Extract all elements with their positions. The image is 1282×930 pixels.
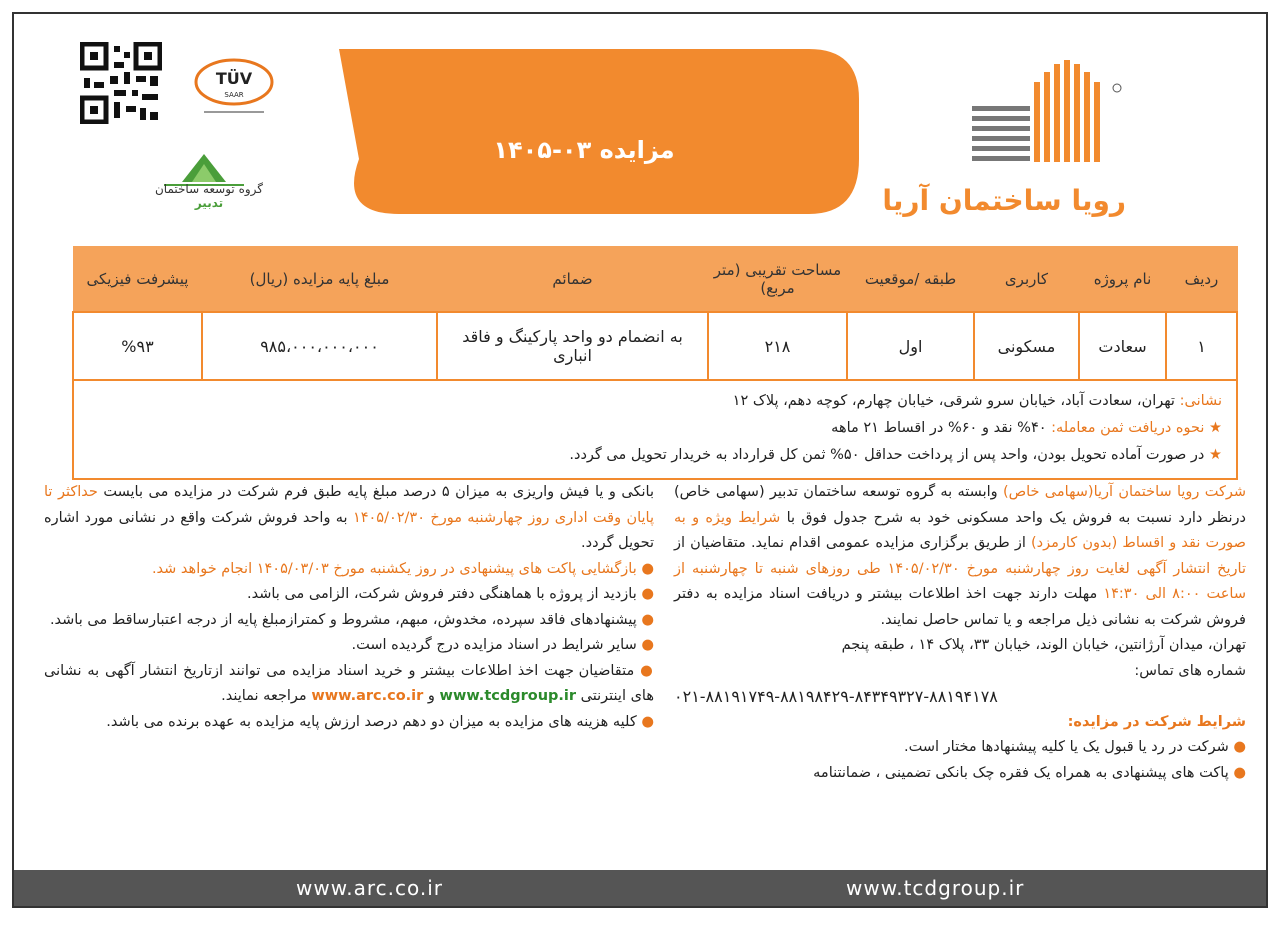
bullet-icon: ● bbox=[636, 637, 654, 653]
intro-paragraph bbox=[674, 480, 1246, 633]
condition-text: شرکت در رد یا قبول یک یا کلیه پیشنهادها مختار است. bbox=[904, 739, 1229, 755]
condition-item bbox=[674, 735, 1246, 761]
delivery-text: در صورت آماده تحویل بودن، واحد پس از پرداخت حداقل ۵۰% ثمن کل قرارداد به خریدار تحویل می گردد. bbox=[569, 447, 1205, 463]
condition-item bbox=[44, 710, 654, 736]
cell-area: ۲۱۸ bbox=[708, 312, 847, 380]
company-name: شرکت رویا ساختمان آریا(سهامی خاص) bbox=[1002, 484, 1247, 500]
cell-progress: %۹۳ bbox=[73, 312, 202, 380]
condition-text: سایر شرایط در اسناد مزایده درج گردیده است. bbox=[351, 637, 637, 653]
col-header-progress: پیشرفت فیزیکی bbox=[73, 247, 202, 313]
col-header-area: مساحت تقریبی (متر مربع) bbox=[708, 247, 847, 313]
star-icon: ★ bbox=[1209, 420, 1222, 436]
table-row bbox=[73, 312, 1237, 380]
footer-link-arc[interactable]: www.arc.co.ir bbox=[296, 876, 444, 900]
office-address: تهران، میدان آرژانتین، خیابان الوند، خیابان ۳۳، پلاک ۱۴ ، طبقه پنجم bbox=[841, 637, 1246, 653]
footer-bar bbox=[14, 870, 1266, 906]
header-band bbox=[339, 49, 859, 214]
bullet-icon: ● bbox=[636, 586, 654, 602]
phones-label: شماره های تماس: bbox=[1134, 662, 1246, 679]
payment-line bbox=[88, 415, 1222, 442]
tuv-sub-text: SAAR bbox=[224, 91, 244, 99]
bullet-icon: ● bbox=[636, 611, 654, 628]
cell-usage: مسکونی bbox=[974, 312, 1079, 380]
condition-text-end: مراجعه نمایند. bbox=[221, 688, 307, 704]
col-header-attachments: ضمائم bbox=[437, 247, 708, 313]
col-header-base-price: مبلغ پایه مزایده (ریال) bbox=[202, 247, 437, 313]
tuv-logo bbox=[190, 50, 278, 120]
tcdgroup-link[interactable]: www.tcdgroup.ir bbox=[439, 688, 577, 704]
condition-item bbox=[44, 608, 654, 634]
condition-text: پاکت های پیشنهادی به همراه یک فقره چک بانکی تضمینی ، ضمانتنامه bbox=[813, 764, 1229, 781]
qr-code-icon bbox=[80, 42, 162, 124]
phone-numbers: ۰۲۱-۸۸۱۹۱۷۴۹-۸۸۱۹۸۴۲۹-۸۴۳۴۹۳۲۷-۸۸۱۹۴۱۷۸ bbox=[674, 687, 998, 706]
address-line bbox=[88, 388, 1222, 415]
table-header-row bbox=[73, 247, 1237, 313]
delivery-line bbox=[88, 442, 1222, 469]
footer-link-tcdgroup[interactable]: www.tcdgroup.ir bbox=[846, 876, 1025, 900]
cell-row-number: ۱ bbox=[1166, 312, 1237, 380]
col-header-row-number: ردیف bbox=[1166, 247, 1237, 313]
bullet-icon: ● bbox=[1228, 764, 1246, 781]
condition-text: متقاضیان جهت اخذ اطلاعات بیشتر و خرید اسناد مزایده می توانند ازتاریخ انتشار آگهی به نشانی های اینترنتی bbox=[44, 662, 654, 704]
property-info-box bbox=[72, 380, 1238, 480]
cell-project: سعادت bbox=[1079, 312, 1166, 380]
arc-link[interactable]: www.arc.co.ir bbox=[311, 688, 424, 704]
tadbir-label bbox=[139, 182, 279, 210]
intro-text-c: مهلت دارند جهت اخذ اطلاعات بیشتر و دریافت اسناد مزایده به دفتر فروش شرکت به نشانی ذیل مراجعه و یا تماس حاصل نمایند. bbox=[674, 586, 1246, 628]
condition-item bbox=[44, 659, 654, 710]
star-icon: ★ bbox=[1209, 447, 1222, 463]
guarantee-text-a: بانکی و یا فیش واریزی به میزان ۵ درصد مبلغ پایه طبق فرم شرکت در مزایده می بایست bbox=[103, 484, 654, 500]
cell-floor: اول bbox=[847, 312, 974, 380]
property-table bbox=[72, 246, 1238, 381]
guarantee-deadline: حداکثر تا پایان وقت اداری روز چهارشنبه مورخ ۱۴۰۵/۰۲/۳۰ bbox=[44, 484, 654, 526]
condition-text: بازدید از پروژه با هماهنگی دفتر فروش شرکت، الزامی می باشد. bbox=[247, 586, 637, 602]
bullet-icon: ● bbox=[636, 713, 654, 730]
right-column bbox=[674, 480, 1246, 786]
tuv-text: TÜV bbox=[215, 69, 253, 88]
col-header-floor: طبقه /موقعیت bbox=[847, 247, 974, 313]
bullet-icon: ● bbox=[1228, 739, 1246, 755]
building-logo-icon bbox=[972, 54, 1142, 184]
condition-item bbox=[44, 633, 654, 659]
cell-base-price: ۹۸۵،۰۰۰،۰۰۰،۰۰۰ bbox=[202, 312, 437, 380]
col-header-project: نام پروژه bbox=[1079, 247, 1166, 313]
bullet-icon: ● bbox=[636, 560, 654, 577]
tadbir-group-text: گروه توسعه ساختمان bbox=[154, 182, 264, 196]
payment-label: نحوه دریافت ثمن معامله: bbox=[1051, 420, 1205, 436]
condition-text: بازگشایی پاکت های پیشنهادی در روز یکشنبه مورخ ۱۴۰۵/۰۳/۰۳ انجام خواهد شد. bbox=[151, 560, 637, 577]
col-header-usage: کاربری bbox=[974, 247, 1079, 313]
intro-text-b: از طریق برگزاری مزایده عمومی اقدام نماید. متقاضیان از bbox=[674, 535, 1026, 551]
condition-item bbox=[674, 761, 1246, 787]
deadline-text: تاریخ انتشار آگهی لغایت روز چهارشنبه مورخ ۱۴۰۵/۰۲/۳۰ طی روزهای شنبه تا چهارشنبه از ساعت ۸:۰۰ الی ۱۴:۳۰ bbox=[674, 560, 1246, 602]
tadbir-name-text: تدبیر bbox=[194, 196, 224, 210]
condition-text: کلیه هزینه های مزایده به میزان دو دهم درصد ارزش پایه مزایده به عهده برنده می باشد. bbox=[106, 713, 637, 730]
address-text: تهران، سعادت آباد، خیابان سرو شرقی، خیابان چهارم، کوچه دهم، پلاک ۱۲ bbox=[732, 393, 1175, 409]
bullet-icon: ● bbox=[634, 662, 654, 679]
advertisement bbox=[12, 12, 1268, 908]
intro-text-a: وابسته به گروه توسعه ساختمان تدبیر (سهامی خاص) درنظر دارد نسبت به فروش یک واحد مسکونی خود به شرح جدول فوق با bbox=[674, 484, 1246, 526]
left-column bbox=[44, 480, 654, 735]
conditions-title: شرایط شرکت در مزایده: bbox=[1067, 713, 1246, 730]
guarantee-paragraph bbox=[44, 480, 654, 557]
condition-item bbox=[44, 557, 654, 583]
address-label: نشانی: bbox=[1179, 393, 1222, 409]
payment-text: ۴۰% نقد و ۶۰% در اقساط ۲۱ ماهه bbox=[831, 420, 1047, 436]
auction-title: مزایده ۰۳-۱۴۰۵ bbox=[493, 136, 675, 164]
condition-text: پیشنهادهای فاقد سپرده، مخدوش، مبهم، مشروط و کمترازمبلغ پایه از درجه اعتبارساقط می باشد. bbox=[49, 611, 637, 628]
special-terms: شرایط ویژه و به صورت نقد و اقساط (بدون کارمزد) bbox=[674, 509, 1246, 551]
brand-name: رویا ساختمان آریا bbox=[882, 184, 1126, 217]
condition-item bbox=[44, 582, 654, 608]
cell-attachments: به انضمام دو واحد پارکینگ و فاقد انباری bbox=[437, 312, 708, 380]
and-text: و bbox=[427, 688, 435, 704]
guarantee-text-b: به واحد فروش شرکت واقع در نشانی مورد اشاره تحویل گردد. bbox=[44, 509, 654, 551]
